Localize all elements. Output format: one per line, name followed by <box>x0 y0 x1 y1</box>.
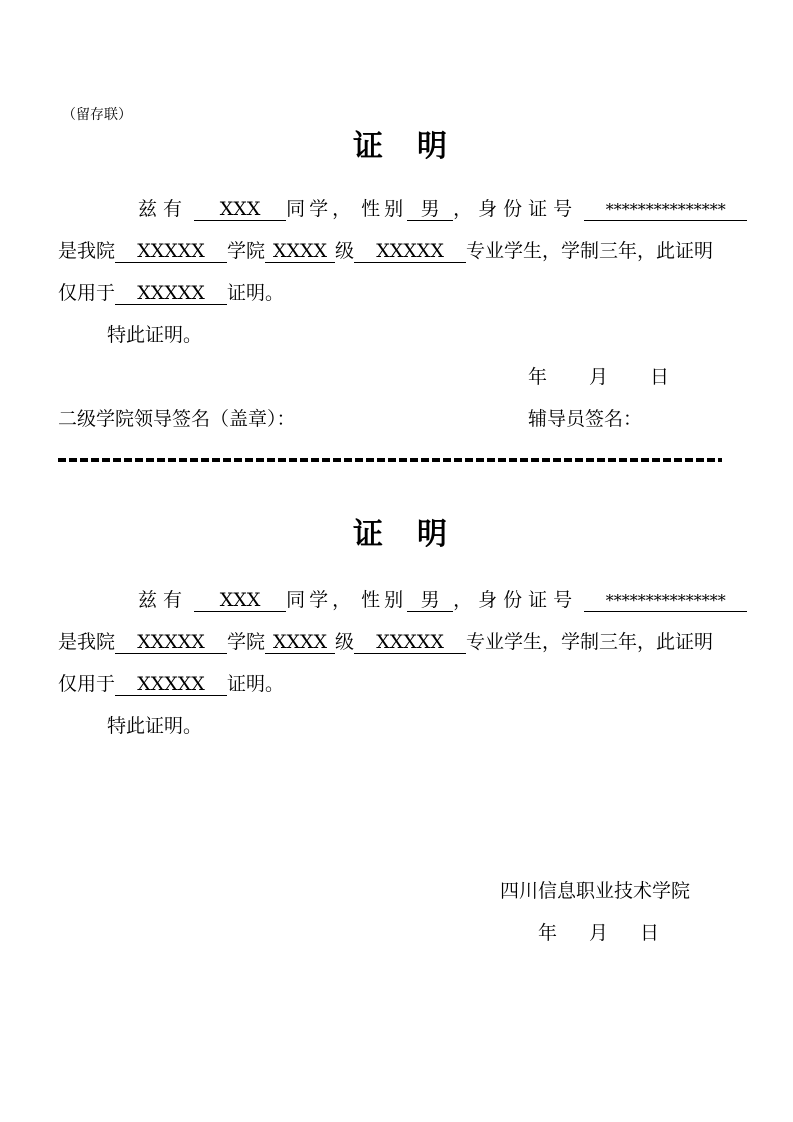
text-zhuanye: 专业学生，学制三年，此证明 <box>466 240 714 262</box>
text-yongyu: 仅用于 <box>58 673 116 695</box>
id-number-field: *************** <box>584 590 747 612</box>
text-yongyu: 仅用于 <box>58 282 116 304</box>
gender-field: 男 <box>407 590 453 612</box>
title-char-1: 证 <box>353 129 385 164</box>
text-tongxue: 同学， <box>286 198 356 220</box>
page-title-top <box>353 121 449 165</box>
date-day-label: 日 <box>650 366 670 388</box>
cut-line-divider <box>58 458 722 462</box>
text-ziyou: 兹有 <box>138 589 189 611</box>
college-field: XXXXX <box>115 241 227 263</box>
student-name-field: XXX <box>194 199 286 221</box>
purpose-field: XXXXX <box>115 674 227 696</box>
date-year-label: 年 <box>538 922 558 944</box>
title-char-1: 证 <box>353 517 385 552</box>
text-xingbie: 性别 <box>361 198 408 220</box>
date-month-label: 月 <box>589 366 609 388</box>
date-day-label: 日 <box>640 922 660 944</box>
cert-line-3 <box>58 278 284 305</box>
text-zhuanye: 专业学生，学制三年，此证明 <box>466 631 714 653</box>
date-top <box>528 362 669 389</box>
text-xingbie: 性别 <box>361 589 408 611</box>
cert-line-2 <box>58 627 713 654</box>
closing-text-bottom: 特此证明。 <box>107 715 203 737</box>
college-field: XXXXX <box>115 632 227 654</box>
text-shenfenzheng: ，身份证号 <box>453 198 579 220</box>
text-ji: 级 <box>335 631 355 653</box>
leader-signature-label: 二级学院领导签名（盖章）： <box>58 408 296 430</box>
text-ziyou: 兹有 <box>138 198 189 220</box>
text-shiwoyuan: 是我院 <box>58 240 116 262</box>
page-title-bottom <box>353 509 449 553</box>
text-tongxue: 同学， <box>286 589 356 611</box>
major-field: XXXXX <box>354 632 466 654</box>
closing-text-top: 特此证明。 <box>107 324 203 346</box>
date-bottom <box>538 918 659 945</box>
text-shenfenzheng: ，身份证号 <box>453 589 579 611</box>
institution-name: 四川信息职业技术学院 <box>500 880 691 902</box>
text-zhengming: 证明。 <box>227 673 285 695</box>
purpose-field: XXXXX <box>115 283 227 305</box>
cert-line-1 <box>138 194 747 221</box>
text-xueyuan: 学院 <box>227 240 266 262</box>
stub-label: （留存联） <box>62 107 132 123</box>
major-field: XXXXX <box>354 241 466 263</box>
text-ji: 级 <box>335 240 355 262</box>
cert-line-2 <box>58 236 713 263</box>
cert-line-3 <box>58 669 284 696</box>
id-number-field: *************** <box>584 199 747 221</box>
student-name-field: XXX <box>194 590 286 612</box>
text-zhengming: 证明。 <box>227 282 285 304</box>
counselor-signature-label: 辅导员签名： <box>528 408 643 430</box>
date-month-label: 月 <box>589 922 609 944</box>
grade-field: XXXX <box>265 632 335 654</box>
gender-field: 男 <box>407 199 453 221</box>
title-char-2: 明 <box>417 129 449 164</box>
cert-line-1 <box>138 585 747 612</box>
text-shiwoyuan: 是我院 <box>58 631 116 653</box>
grade-field: XXXX <box>265 241 335 263</box>
text-xueyuan: 学院 <box>227 631 266 653</box>
title-char-2: 明 <box>417 517 449 552</box>
date-year-label: 年 <box>528 366 548 388</box>
